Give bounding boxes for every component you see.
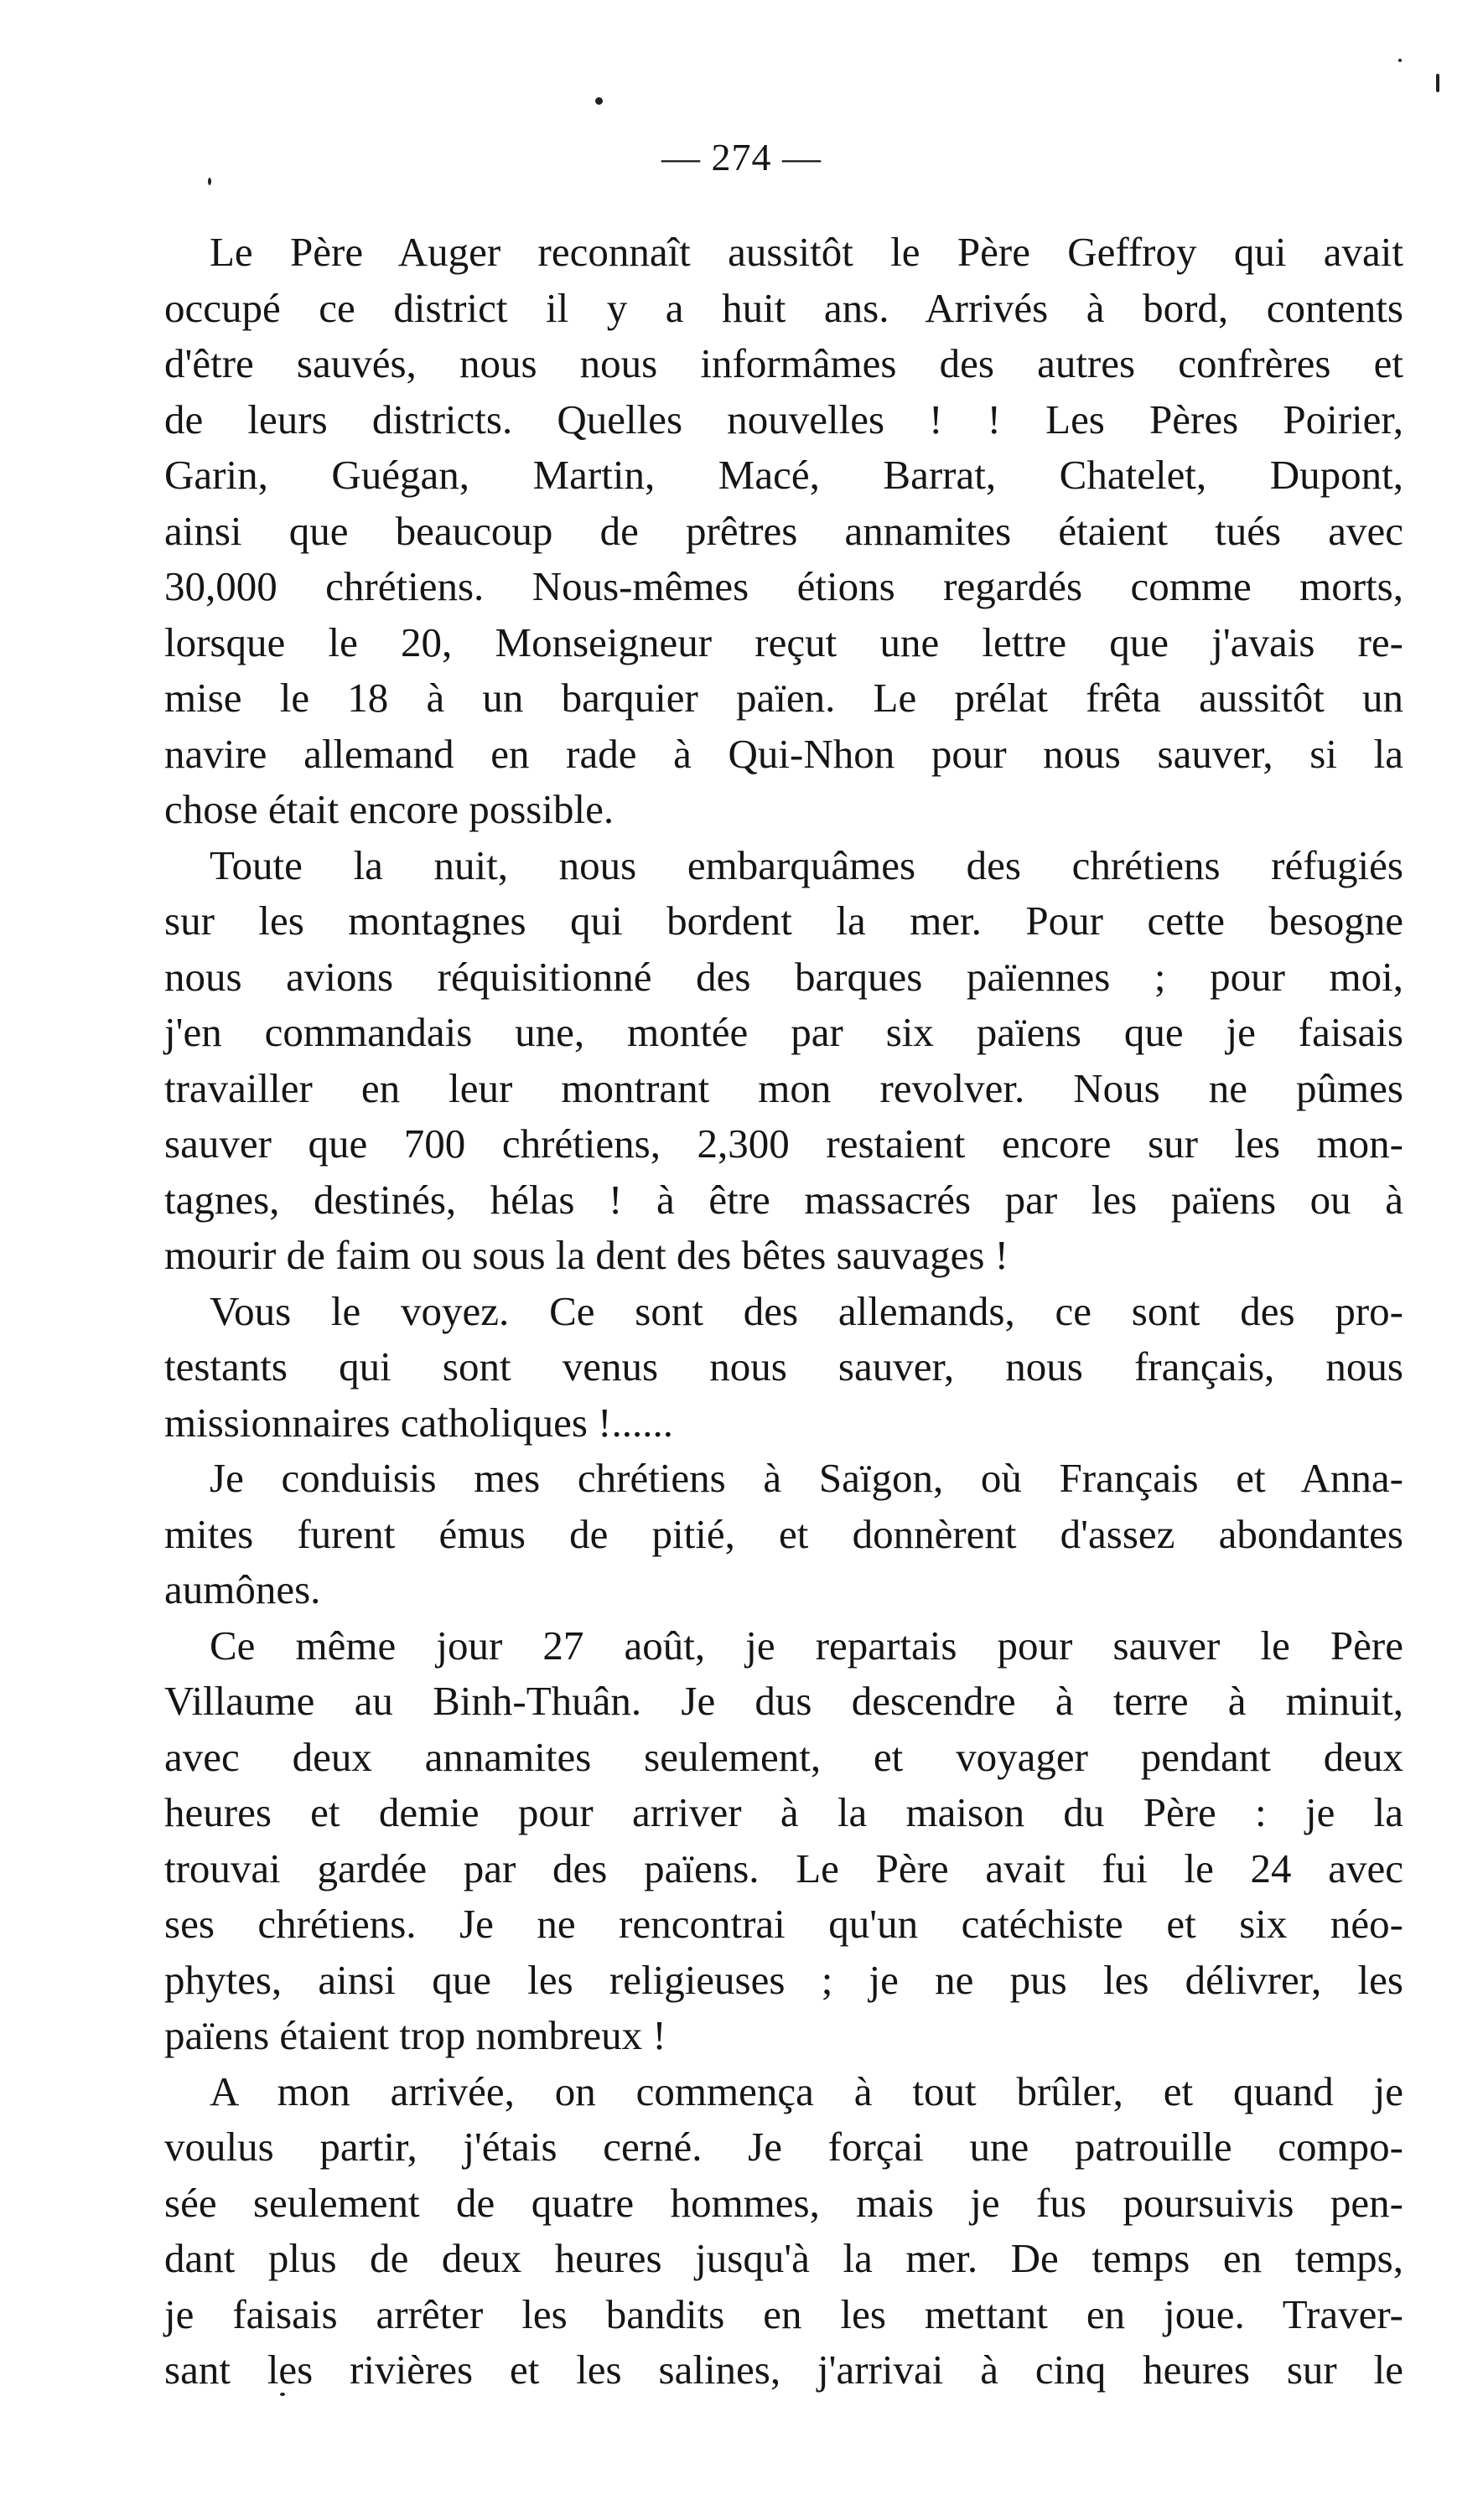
text-line: travailler en leur montrant mon revolver. Nous ne pûmes [164, 1064, 1403, 1111]
text-line: mites furent émus de pitié, et donnèrent d'assez abondantes [164, 1510, 1403, 1557]
text-line: navire allemand en rade à Qui-Nhon pour nous sauver, si la [164, 730, 1403, 777]
text-line: mourir de faim ou sous la dent des bêtes sauvages ! [164, 1232, 1009, 1278]
text-line: nous avions réquisitionné des barques païennes ; pour moi, [164, 953, 1403, 1000]
text-line: de leurs districts. Quelles nouvelles ! ! Les Pères Poirier, [164, 396, 1403, 442]
paragraph [164, 1451, 1403, 1618]
text-line: aumônes. [164, 1566, 321, 1612]
text-line: voulus partir, j'étais cerné. Je forçai une patrouille compo- [164, 2124, 1403, 2170]
text-line: sée seulement de quatre hommes, mais je fus poursuivis pen- [164, 2179, 1403, 2226]
text-line: lorsque le 20, Monseigneur reçut une lettre que j'avais re- [164, 618, 1403, 665]
text-line: d'être sauvés, nous nous informâmes des autres confrères et [164, 340, 1403, 386]
text-line: Je conduisis mes chrétiens à Saïgon, où Français et Anna- [210, 1455, 1403, 1501]
text-line: Vous le voyez. Ce sont des allemands, ce sont des pro- [210, 1287, 1403, 1334]
paragraph [164, 2064, 1403, 2398]
text-line: A mon arrivée, on commença à tout brûler, et quand je [210, 2067, 1403, 2114]
text-line: Garin, Guégan, Martin, Macé, Barrat, Chatelet, Dupont, [164, 452, 1403, 498]
text-line: Le Père Auger reconnaît aussitôt le Père Geffroy qui avait [210, 229, 1403, 275]
text-line: ses chrétiens. Je ne rencontrai qu'un catéchiste et six néo- [164, 1901, 1403, 1947]
paragraph [164, 225, 1403, 838]
text-line: 30,000 chrétiens. Nous-mêmes étions regardés comme morts, [164, 563, 1403, 609]
text-line: mise le 18 à un barquier païen. Le prélat frêta aussitôt un [164, 675, 1403, 721]
text-line: testants qui sont venus nous sauver, nous français, nous [164, 1343, 1403, 1389]
text-line: je faisais arrêter les bandits en les mettant en joue. Traver- [164, 2290, 1403, 2337]
text-line: j'en commandais une, montée par six païens que je faisais [164, 1009, 1403, 1055]
text-line: occupé ce district il y a huit ans. Arrivés à bord, contents [164, 284, 1403, 331]
text-line: païens étaient trop nombreux ! [164, 2012, 666, 2058]
text-line: missionnaires catholiques !...... [164, 1399, 673, 1446]
text-line: dant plus de deux heures jusqu'à la mer. De temps en temps, [164, 2235, 1403, 2281]
paragraph [164, 838, 1403, 1284]
text-line: Ce même jour 27 août, je repartais pour sauver le Père [210, 1622, 1403, 1669]
text-line: Villaume au Binh-Thuân. Je dus descendre à terre à minuit, [164, 1678, 1403, 1724]
text-line: heures et demie pour arriver à la maison du Père : je la [164, 1789, 1403, 1835]
paragraph [164, 1284, 1403, 1451]
page-number: — 274 — [661, 136, 822, 179]
text-line: sant les rivières et les salines, j'arrivai à cinq heures sur le [164, 2347, 1403, 2393]
paragraph [164, 1618, 1403, 2064]
text-line: chose était encore possible. [164, 786, 614, 832]
text-line: avec deux annamites seulement, et voyager pendant deux [164, 1733, 1403, 1780]
text-line: phytes, ainsi que les religieuses ; je ne pus les délivrer, les [164, 1956, 1403, 2003]
text-line: ainsi que beaucoup de prêtres annamites étaient tués avec [164, 507, 1403, 554]
text-line: sauver que 700 chrétiens, 2,300 restaient encore sur les mon- [164, 1120, 1403, 1167]
scan-speck [1398, 59, 1402, 62]
scan-speck [595, 97, 603, 105]
text-line: trouvai gardée par des païens. Le Père avait fui le 24 avec [164, 1845, 1403, 1891]
scan-speck [1436, 74, 1439, 92]
text-line: sur les montagnes qui bordent la mer. Pour cette besogne [164, 898, 1403, 944]
body-text [164, 225, 1403, 2398]
text-line: Toute la nuit, nous embarquâmes des chrétiens réfugiés [210, 841, 1403, 888]
text-line: tagnes, destinés, hélas ! à être massacrés par les païens ou à [164, 1176, 1403, 1223]
